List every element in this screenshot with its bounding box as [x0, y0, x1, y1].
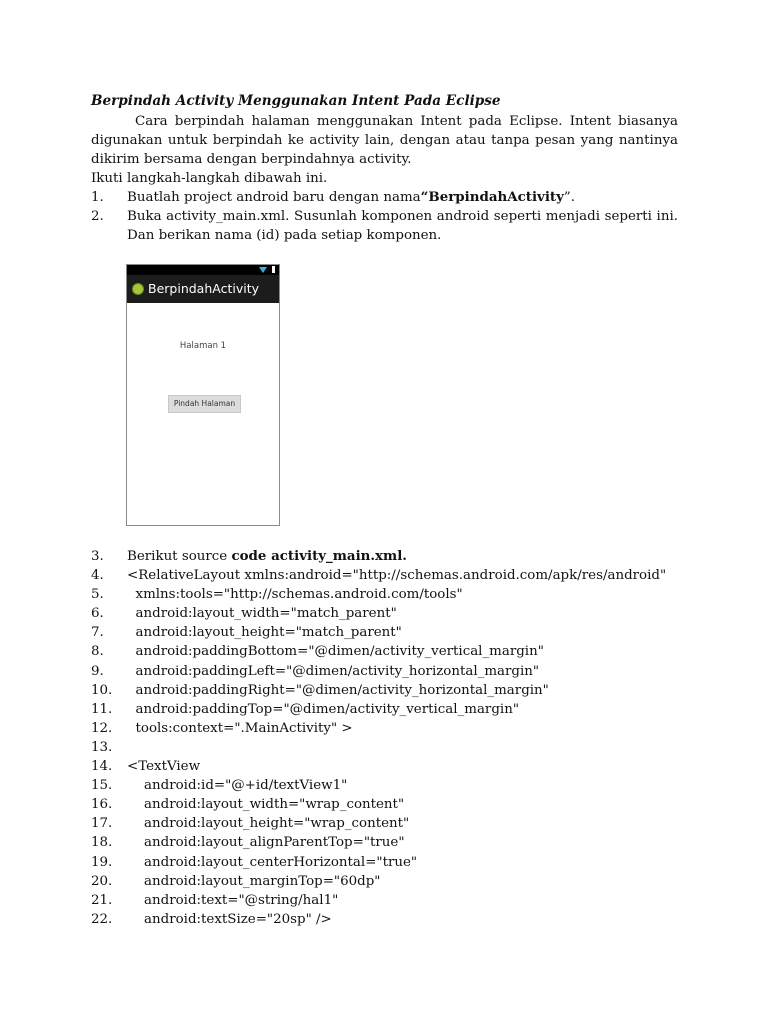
code-line-text: android:paddingTop="@dimen/activity_vertical_margin" [127, 702, 519, 717]
code-line-text: android:layout_height="wrap_content" [127, 816, 410, 831]
code-line-number: 13. [91, 740, 113, 755]
code-line-text: android:paddingLeft="@dimen/activity_horizontal_margin" [127, 664, 540, 679]
step-number: 3. [91, 549, 104, 564]
code-line-number: 17. [91, 816, 113, 831]
code-line-number: 15. [91, 778, 113, 793]
intro-paragraph [91, 112, 678, 169]
code-line-text: android:layout_centerHorizontal="true" [127, 855, 418, 870]
code-line-text: <RelativeLayout xmlns:android="http://schemas.android.com/apk/res/android" [127, 568, 667, 583]
code-line-number: 16. [91, 797, 113, 812]
step-2-text: Buka activity_main.xml. Susunlah komponen android seperti menjadi seperti ini. Dan berikan nama (id) pada setiap komponen. [127, 209, 678, 243]
code-line-number: 19. [91, 855, 113, 870]
code-line-number: 20. [91, 874, 113, 889]
code-line-number: 12. [91, 721, 113, 736]
code-line-number: 22. [91, 912, 113, 927]
signal-icon [259, 267, 267, 273]
halaman-textview: Halaman 1 [179, 341, 227, 351]
code-line-number: 21. [91, 893, 113, 908]
code-line-number: 7. [91, 625, 104, 640]
battery-icon [272, 266, 275, 273]
code-line-number: 14. [91, 759, 113, 774]
status-bar [127, 265, 279, 275]
pindah-halaman-button[interactable]: Pindah Halaman [168, 395, 241, 413]
code-line-text: android:layout_alignParentTop="true" [127, 835, 405, 850]
code-line-text: android:text="@string/hal1" [127, 893, 339, 908]
step-3-text: Berikut source code activity_main.xml. [127, 548, 407, 564]
code-line-number: 6. [91, 606, 104, 621]
code-line-text: android:paddingBottom="@dimen/activity_vertical_margin" [127, 644, 544, 659]
code-line-text: android:id="@+id/textView1" [127, 778, 348, 793]
android-app-icon [132, 283, 144, 295]
step-1-text: Buatlah project android baru dengan nama“BerpindahActivity”. [127, 189, 575, 205]
code-line-number: 10. [91, 683, 113, 698]
code-line-text: android:layout_width="match_parent" [127, 606, 397, 621]
action-bar [127, 275, 279, 303]
code-line-text: android:textSize="20sp" /> [127, 912, 332, 927]
code-line-text: android:layout_width="wrap_content" [127, 797, 405, 812]
intro-text: Cara berpindah halaman menggunakan Intent pada Eclipse. Intent biasanya digunakan untuk berpindah ke activity lain, dengan atau tanpa pesan yang nantinya dikirim bersama dengan berpindahnya activity. [91, 114, 678, 167]
android-screenshot [126, 264, 280, 526]
code-line-text: tools:context=".MainActivity" > [127, 721, 353, 736]
code-line-number: 18. [91, 835, 113, 850]
code-line-text: android:layout_height="match_parent" [127, 625, 402, 640]
step-number: 2. [91, 209, 104, 224]
code-line-number: 11. [91, 702, 113, 717]
code-line-number: 5. [91, 587, 104, 602]
code-line-number: 9. [91, 664, 104, 679]
app-title: BerpindahActivity [148, 281, 259, 296]
instruction-line: Ikuti langkah-langkah dibawah ini. [91, 171, 328, 186]
code-line-text: <TextView [127, 759, 201, 774]
document-title: Berpindah Activity Menggunakan Intent Pada Eclipse [91, 93, 501, 109]
step-number: 1. [91, 190, 104, 205]
code-line-number: 4. [91, 568, 104, 583]
code-line-number: 8. [91, 644, 104, 659]
code-line-text: android:paddingRight="@dimen/activity_horizontal_margin" [127, 683, 549, 698]
code-line-text: android:layout_marginTop="60dp" [127, 874, 381, 889]
code-line-text: xmlns:tools="http://schemas.android.com/tools" [127, 587, 463, 602]
